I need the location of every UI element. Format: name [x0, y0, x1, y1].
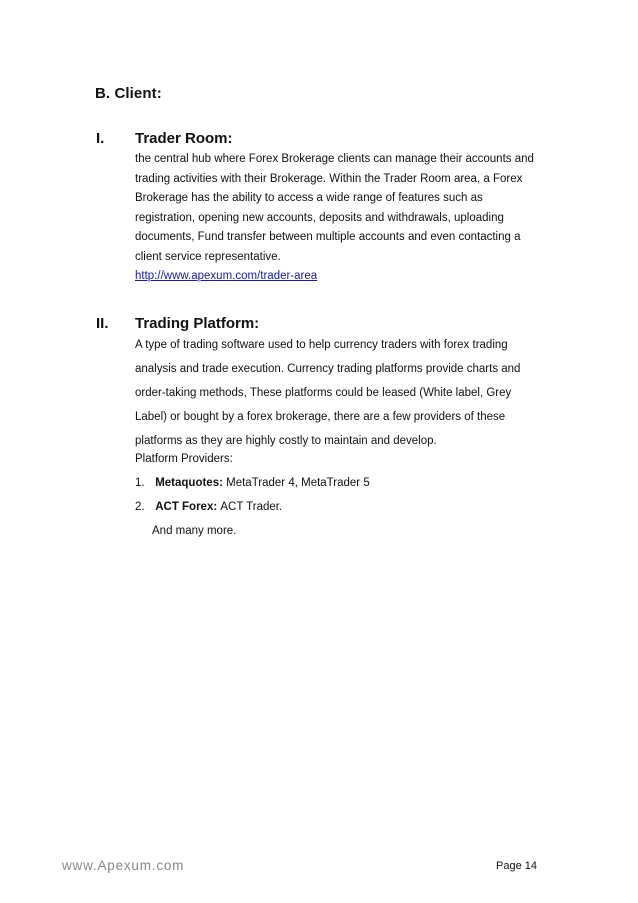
page-number: Page 14	[496, 860, 537, 872]
paragraph-line: documents, Fund transfer between multiple accounts and even contacting a	[135, 231, 521, 243]
item-numeral-2: II.	[96, 315, 109, 332]
paragraph-line: Label) or bought by a forex brokerage, there are a few providers of these	[135, 411, 506, 423]
and-many-more-text: And many more.	[152, 525, 237, 537]
provider-name: ACT Forex:	[155, 501, 221, 513]
paragraph-line: the central hub where Forex Brokerage clients can manage their accounts and	[135, 153, 534, 165]
paragraph-line: Brokerage has the ability to access a wide range of features such as	[135, 192, 483, 204]
list-item	[135, 501, 282, 513]
trader-room-description	[135, 150, 555, 287]
platform-providers-label: Platform Providers:	[135, 453, 233, 465]
list-number: 1.	[135, 477, 145, 489]
list-number: 2.	[135, 501, 145, 513]
paragraph-line: client service representative.	[135, 250, 281, 263]
provider-detail: ACT Trader.	[220, 501, 283, 513]
item-title-trader-room: Trader Room:	[135, 130, 233, 147]
paragraph-line: trading activities with their Brokerage. Within the Trader Room area, a Forex	[135, 172, 523, 185]
provider-name: Metaquotes:	[155, 477, 227, 489]
paragraph-line: A type of trading software used to help currency traders with forex trading	[135, 339, 508, 351]
section-heading: B. Client:	[95, 85, 162, 102]
paragraph-line: platforms as they are highly costly to maintain and develop.	[135, 435, 437, 447]
paragraph-line: analysis and trade execution. Currency trading platforms provide charts and	[135, 363, 521, 375]
item-title-trading-platform: Trading Platform:	[135, 315, 260, 332]
trader-area-link[interactable]: http://www.apexum.com/trader-area	[135, 270, 318, 282]
item-numeral-1: I.	[96, 130, 105, 147]
provider-detail: MetaTrader 4, MetaTrader 5	[226, 477, 370, 489]
paragraph-line: registration, opening new accounts, deposits and withdrawals, uploading	[135, 211, 504, 224]
trading-platform-description	[135, 333, 555, 453]
paragraph-line: order-taking methods, These platforms could be leased (White label, Grey	[135, 387, 512, 399]
list-item	[135, 477, 370, 489]
footer-brand: www.Apexum.com	[62, 858, 185, 873]
